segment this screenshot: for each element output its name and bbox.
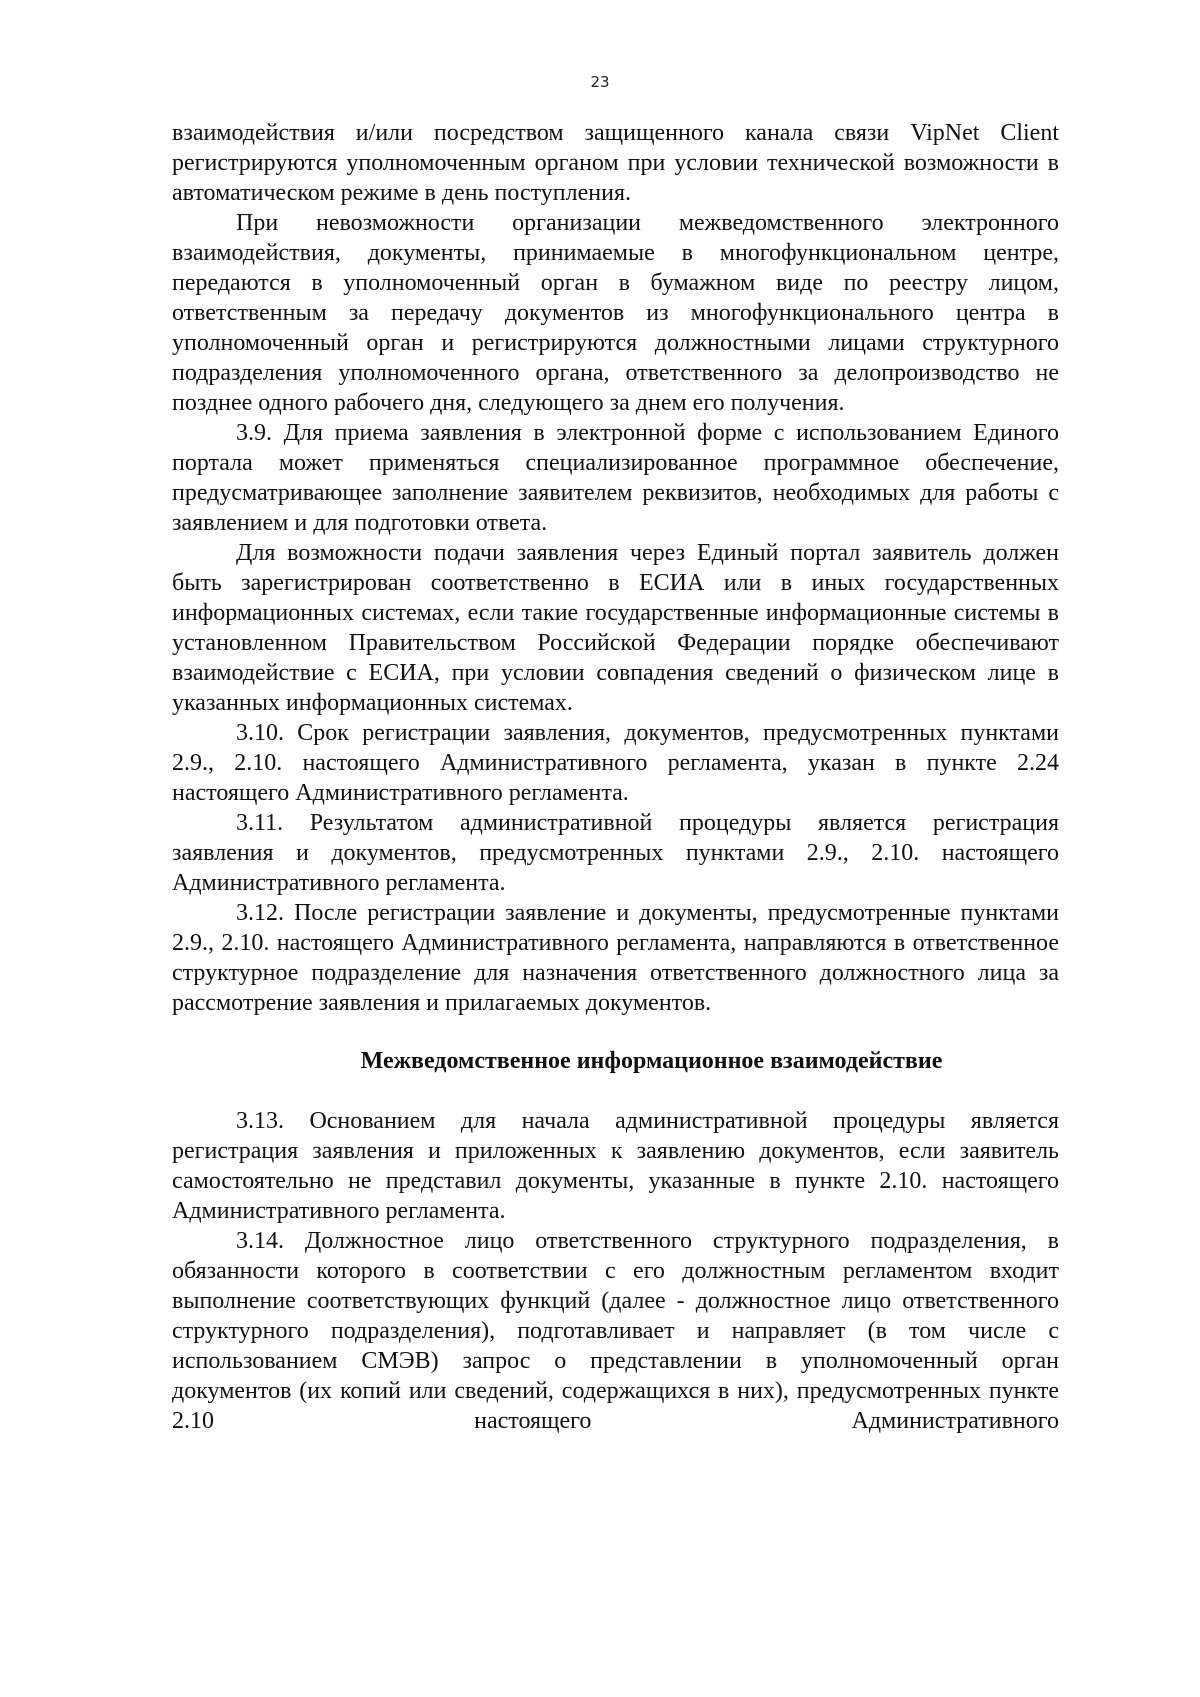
section-heading: Межведомственное информационное взаимодействие — [360, 1048, 943, 1074]
paragraph-continuation: взаимодействия и/или посредством защищенного канала связи VipNet Client регистрируются уполномоченным органом при условии технической возможности в автоматическом режиме в день поступления. — [172, 120, 1059, 206]
paragraph-3-14: 3.14. Должностное лицо ответственного структурного подразделения, в обязанности которого в соответствии с его должностным регламентом входит выполнение соответствующих функций (далее - должностное лицо ответственного структурного подразделения), подготавливает и направляет (в том числе с использованием СМЭВ) запрос о представлении в уполномоченный орган документов (их копий или сведений, содержащихся в них), предусмотренных пункте 2.10 настоящего Административного — [172, 1228, 1059, 1434]
paragraph-mfc-transfer: При невозможности организации межведомственного электронного взаимодействия, документы, принимаемые в многофункциональном центре, передаются в уполномоченный орган в бумажном виде по реестру лицом, ответственным за передачу документов из многофункционального центра в уполномоченный орган и регистрируются должностными лицами структурного подразделения уполномоченного органа, ответственного за делопроизводство не позднее одного рабочего дня, следующего за днем его получения. — [172, 210, 1059, 416]
paragraph-esia: Для возможности подачи заявления через Единый портал заявитель должен быть зарегистрирован соответственно в ЕСИА или в иных государственных информационных системах, если такие государственные информационные системы в установленном Правительством Российской Федерации порядке обеспечивают взаимодействие с ЕСИА, при условии совпадения сведений о физическом лице в указанных информационных системах. — [172, 540, 1059, 716]
paragraph-3-13: 3.13. Основанием для начала административной процедуры является регистрация заявления и приложенных к заявлению документов, если заявитель самостоятельно не представил документы, указанные в пункте 2.10. настоящего Административного регламента. — [172, 1108, 1059, 1224]
page-number: 23 — [590, 73, 610, 91]
paragraph-3-9: 3.9. Для приема заявления в электронной форме с использованием Единого портала может применяться специализированное программное обеспечение, предусматривающее заполнение заявителем реквизитов, необходимых для работы с заявлением и для подготовки ответа. — [172, 420, 1059, 536]
paragraph-3-10: 3.10. Срок регистрации заявления, документов, предусмотренных пунктами 2.9., 2.10. настоящего Административного регламента, указан в пункте 2.24 настоящего Административного регламента. — [172, 720, 1059, 806]
paragraph-3-11: 3.11. Результатом административной процедуры является регистрация заявления и документов, предусмотренных пунктами 2.9., 2.10. настоящего Административного регламента. — [172, 810, 1059, 896]
document-body — [172, 118, 1059, 1436]
paragraph-3-12: 3.12. После регистрации заявление и документы, предусмотренные пунктами 2.9., 2.10. настоящего Административного регламента, направляются в ответственное структурное подразделение для назначения ответственного должностного лица за рассмотрение заявления и прилагаемых документов. — [172, 900, 1059, 1016]
